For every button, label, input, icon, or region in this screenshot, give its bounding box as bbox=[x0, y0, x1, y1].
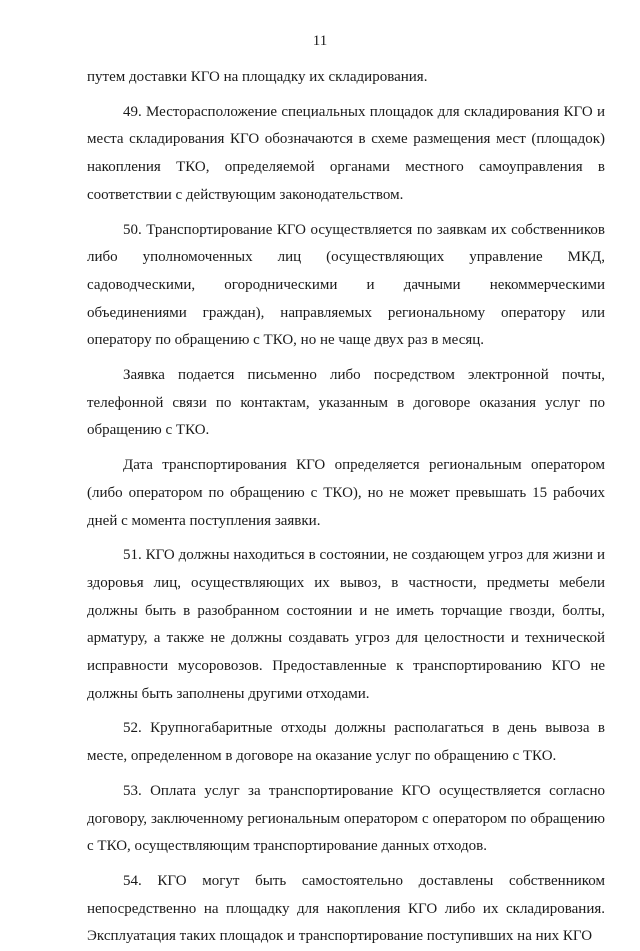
paragraph-52: 52. Крупногабаритные отходы должны располагаться в день вывоза в месте, определенном в договоре на оказание услуг по обращению с ТКО. bbox=[87, 720, 605, 765]
paragraph-50: 50. Транспортирование КГО осуществляется по заявкам их собственников либо уполномоченных лиц (осуществляющих управление МКД, садоводческими, огородническими и дачными некоммерческими объединениями граждан), направляемых региональному оператору или оператору по обращению с ТКО, но не чаще двух раз в месяц. bbox=[87, 221, 605, 349]
document-body bbox=[87, 64, 605, 951]
paragraph-49: 49. Месторасположение специальных площадок для складирования КГО и места складирования КГО обозначаются в схеме размещения мест (площадок) накопления ТКО, определяемой органами местного самоуправления в соответствии с действующим законодательством. bbox=[87, 103, 605, 203]
paragraph-54: 54. КГО могут быть самостоятельно доставлены собственником непосредственно на площадку для накопления КГО либо их складирования. Эксплуатация таких площадок и транспортирование поступивших на них КГО bbox=[87, 872, 605, 945]
paragraph-continuation: путем доставки КГО на площадку их складирования. bbox=[87, 69, 428, 85]
paragraph-transport-date: Дата транспортирования КГО определяется региональным оператором (либо оператором по обращению с ТКО), но не может превышать 15 рабочих дней с момента поступления заявки. bbox=[87, 457, 605, 529]
paragraph-request: Заявка подается письменно либо посредством электронной почты, телефонной связи по контактам, указанным в договоре оказания услуг по обращению с ТКО. bbox=[87, 367, 605, 439]
page-number: 11 bbox=[312, 33, 328, 49]
paragraph-51: 51. КГО должны находиться в состоянии, не создающем угроз для жизни и здоровья лиц, осуществляющих их вывоз, в частности, предметы мебели должны быть в разобранном состоянии и не иметь торчащие гвозди, болты, арматуру, а также не должны создавать угроз для целостности и технической исправности мусоровозов. Предоставленные к транспортированию КГО не должны быть заполнены другими отходами. bbox=[87, 547, 605, 702]
paragraph-53: 53. Оплата услуг за транспортирование КГО осуществляется согласно договору, заключенному региональным оператором с оператором по обращению с ТКО, осуществляющим транспортирование данных отходов. bbox=[87, 782, 605, 855]
